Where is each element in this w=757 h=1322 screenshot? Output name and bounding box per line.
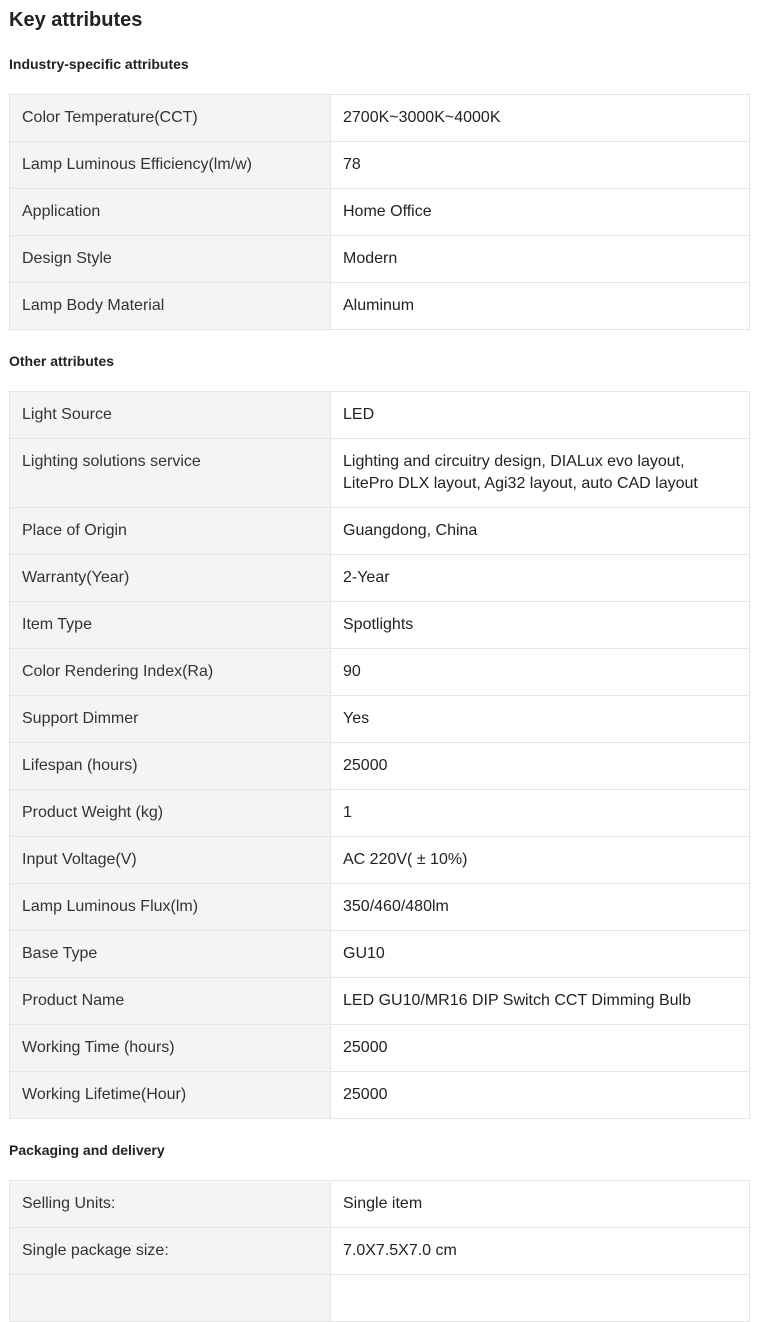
attribute-value: GU10	[331, 931, 750, 978]
other-attributes-table	[9, 391, 750, 1119]
attribute-value: Aluminum	[331, 283, 750, 330]
attribute-key: Base Type	[10, 931, 331, 978]
attribute-value: Home Office	[331, 189, 750, 236]
table-row	[10, 1025, 750, 1072]
table-row	[10, 978, 750, 1025]
table-row	[10, 142, 750, 189]
table-row	[10, 884, 750, 931]
attribute-key: Lamp Body Material	[10, 283, 331, 330]
attribute-key: Lamp Luminous Flux(lm)	[10, 884, 331, 931]
table-row	[10, 555, 750, 602]
section-heading-other: Other attributes	[9, 353, 115, 369]
attribute-value: Guangdong, China	[331, 508, 750, 555]
attribute-value: 25000	[331, 743, 750, 790]
table-row	[10, 790, 750, 837]
attribute-key: Support Dimmer	[10, 696, 331, 743]
attribute-value: 90	[331, 649, 750, 696]
attribute-key: Single package size:	[10, 1228, 331, 1275]
attribute-value	[331, 1275, 750, 1322]
attribute-value: 1	[331, 790, 750, 837]
table-row	[10, 696, 750, 743]
table-row	[10, 439, 750, 508]
attribute-value: Single item	[331, 1181, 750, 1228]
attribute-key: Working Time (hours)	[10, 1025, 331, 1072]
attribute-value: 25000	[331, 1072, 750, 1119]
table-row	[10, 837, 750, 884]
table-row	[10, 1275, 750, 1322]
attribute-value: Modern	[331, 236, 750, 283]
section-heading-industry: Industry-specific attributes	[9, 56, 189, 72]
attribute-key: Design Style	[10, 236, 331, 283]
table-row	[10, 931, 750, 978]
attribute-key: Selling Units:	[10, 1181, 331, 1228]
attribute-key: Product Weight (kg)	[10, 790, 331, 837]
attribute-value: 350/460/480lm	[331, 884, 750, 931]
attribute-value: LED	[331, 392, 750, 439]
attribute-key: Warranty(Year)	[10, 555, 331, 602]
attribute-key	[10, 1275, 331, 1322]
attribute-value: Yes	[331, 696, 750, 743]
table-row	[10, 189, 750, 236]
attribute-key: Working Lifetime(Hour)	[10, 1072, 331, 1119]
attribute-value: 2700K~3000K~4000K	[331, 95, 750, 142]
attribute-key: Lighting solutions service	[10, 439, 331, 508]
table-row	[10, 236, 750, 283]
attribute-key: Input Voltage(V)	[10, 837, 331, 884]
table-row	[10, 283, 750, 330]
attribute-key: Item Type	[10, 602, 331, 649]
attribute-value: 7.0X7.5X7.0 cm	[331, 1228, 750, 1275]
industry-attributes-table	[9, 94, 750, 330]
table-row	[10, 602, 750, 649]
attribute-key: Light Source	[10, 392, 331, 439]
table-row	[10, 1072, 750, 1119]
table-row	[10, 508, 750, 555]
table-row	[10, 1228, 750, 1275]
attribute-key: Place of Origin	[10, 508, 331, 555]
packaging-attributes-table	[9, 1180, 750, 1322]
attribute-value: 2-Year	[331, 555, 750, 602]
page-title: Key attributes	[9, 9, 143, 31]
table-row	[10, 743, 750, 790]
attribute-value: 78	[331, 142, 750, 189]
attribute-value: 25000	[331, 1025, 750, 1072]
attribute-value: LED GU10/MR16 DIP Switch CCT Dimming Bulb	[331, 978, 750, 1025]
attribute-value: AC 220V( ± 10%)	[331, 837, 750, 884]
attribute-key: Lifespan (hours)	[10, 743, 331, 790]
attribute-key: Color Temperature(CCT)	[10, 95, 331, 142]
attribute-key: Product Name	[10, 978, 331, 1025]
table-row	[10, 95, 750, 142]
table-row	[10, 649, 750, 696]
table-row	[10, 1181, 750, 1228]
attribute-value: Spotlights	[331, 602, 750, 649]
attribute-key: Color Rendering Index(Ra)	[10, 649, 331, 696]
attribute-value: Lighting and circuitry design, DIALux evo layout, LitePro DLX layout, Agi32 layout, auto CAD layout	[331, 439, 750, 508]
section-heading-packaging: Packaging and delivery	[9, 1142, 165, 1158]
attribute-key: Lamp Luminous Efficiency(lm/w)	[10, 142, 331, 189]
attribute-key: Application	[10, 189, 331, 236]
table-row	[10, 392, 750, 439]
